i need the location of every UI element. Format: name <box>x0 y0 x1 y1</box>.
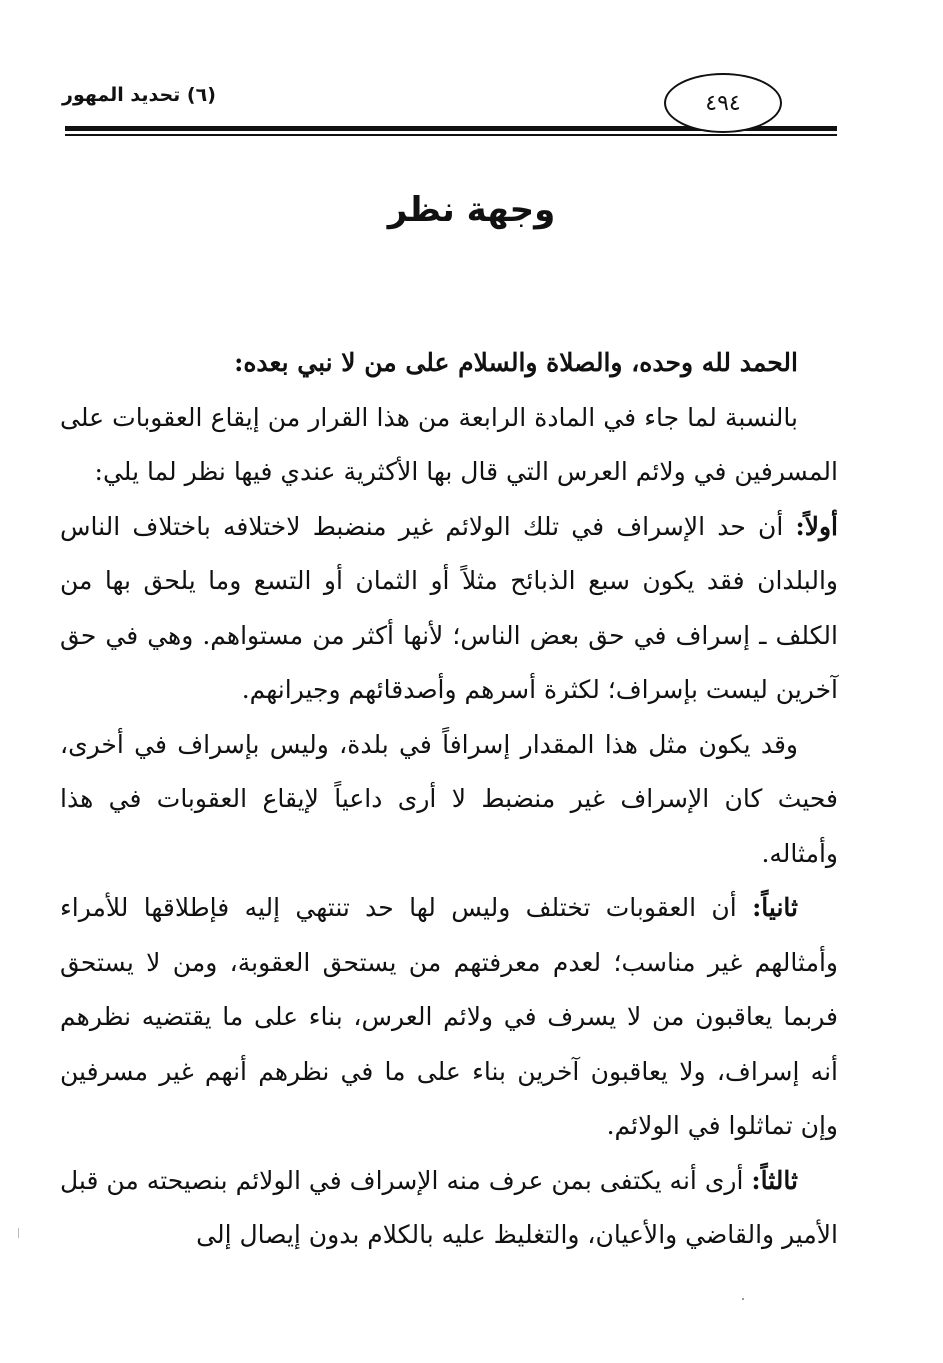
section-title: وجهة نظر <box>387 190 556 230</box>
opening-paragraph: الحمد لله وحده، والصلاة والسلام على من لا نبي بعده: <box>234 348 798 377</box>
page-header <box>0 0 943 150</box>
point-second-text: أن العقوبات تختلف وليس لها حد تنتهي إليه فإطلاقها للأمراء وأمثالهم غير مناسب؛ لعدم معرفتهم من يستحق العقوبة، ومن لا يستحق فربما يعاقبون من لا يسرف في ولائم العرس، بناء على ما يقتضيه نظرهم أنه إسراف، ولا يعاقبون آخرين بناء على ما في نظرهم أنهم غير مسرفين وإن تماثلوا في الولائم. <box>60 893 838 1140</box>
point-first-continued: وقد يكون مثل هذا المقدار إسرافاً في بلدة، وليس بإسراف في أخرى، فحيث كان الإسراف غير منضبط لا أرى داعياً لإيقاع العقوبات في هذا وأمثاله. <box>60 729 838 868</box>
point-third-label: ثالثاً: <box>751 1165 798 1195</box>
intro-paragraph: بالنسبة لما جاء في المادة الرابعة من هذا القرار من إيقاع العقوبات على المسرفين في ولائم العرس التي قال بها الأكثرية عندي فيها نظر لما يلي: <box>60 402 838 486</box>
body-text <box>60 336 838 1263</box>
header-rule-thin <box>65 134 837 136</box>
point-first-label: أولاً: <box>795 511 838 541</box>
running-head-title: (٦) تحديد المهور <box>62 84 216 106</box>
point-second <box>60 881 838 1154</box>
page-number-oval <box>664 73 782 133</box>
point-third <box>60 1154 838 1263</box>
page-number: ٤٩٤ <box>705 90 741 116</box>
scan-margin-mark <box>18 1228 19 1238</box>
point-second-label: ثانياً: <box>752 893 798 922</box>
point-first-text: أن حد الإسراف في تلك الولائم غير منضبط لاختلافه باختلاف الناس والبلدان فقد يكون سبع الذبائح مثلاً أو الثمان أو التسع وما يلحق بها من الكلف ـ إسراف في حق بعض الناس؛ لأنها أكثر من مستواهم. وهي في حق آخرين ليست بإسراف؛ لكثرة أسرهم وأصدقائهم وجيرانهم. <box>60 511 838 704</box>
point-first <box>60 500 838 718</box>
point-third-text: أرى أنه يكتفى بمن عرف منه الإسراف في الولائم بنصيحته من قبل الأمير والقاضي والأعيان، والتغليظ عليه بالكلام بدون إيصال إلى <box>60 1165 838 1249</box>
scan-speck <box>742 1298 744 1300</box>
